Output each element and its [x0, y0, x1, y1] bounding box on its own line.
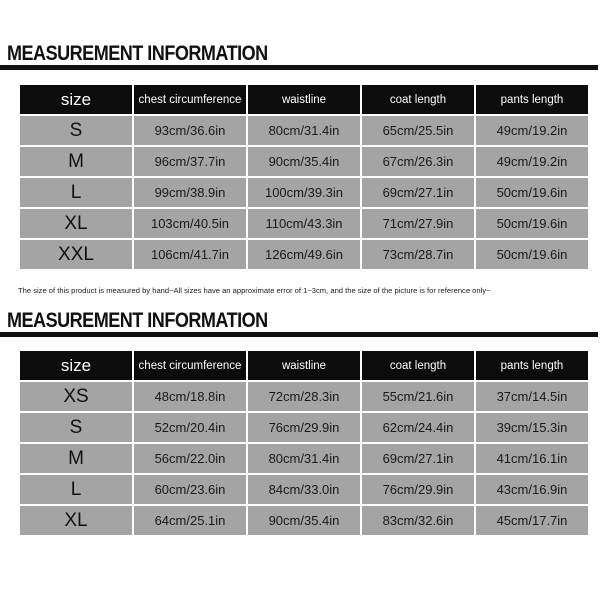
size-cell: M — [20, 444, 132, 473]
pants-length-cell: 41cm/16.1in — [476, 444, 588, 473]
section-heading — [0, 40, 600, 68]
coat-length-cell: 83cm/32.6in — [362, 506, 474, 535]
coat-length-cell: 55cm/21.6in — [362, 382, 474, 411]
pants-length-cell: 43cm/16.9in — [476, 475, 588, 504]
coat-length-cell: 65cm/25.5in — [362, 116, 474, 145]
coat-length-cell: 73cm/28.7in — [362, 240, 474, 269]
chest-cell: 96cm/37.7in — [134, 147, 246, 176]
header-pants-length: pants length — [476, 351, 588, 380]
waistline-cell: 72cm/28.3in — [248, 382, 360, 411]
pants-length-cell: 50cm/19.6in — [476, 178, 588, 207]
header-waistline: waistline — [248, 85, 360, 114]
size-cell: M — [20, 147, 132, 176]
size-cell: S — [20, 413, 132, 442]
size-cell: XS — [20, 382, 132, 411]
measurement-section-1 — [0, 40, 600, 265]
chest-cell: 99cm/38.9in — [134, 178, 246, 207]
size-cell: XL — [20, 209, 132, 238]
coat-length-cell: 69cm/27.1in — [362, 178, 474, 207]
chest-cell: 64cm/25.1in — [134, 506, 246, 535]
header-chest: chest circumference — [134, 85, 246, 114]
chest-cell: 48cm/18.8in — [134, 382, 246, 411]
title-underline — [0, 332, 598, 337]
waistline-cell: 90cm/35.4in — [248, 506, 360, 535]
header-chest: chest circumference — [134, 351, 246, 380]
pants-length-cell: 39cm/15.3in — [476, 413, 588, 442]
coat-length-cell: 62cm/24.4in — [362, 413, 474, 442]
chest-cell: 93cm/36.6in — [134, 116, 246, 145]
waistline-cell: 80cm/31.4in — [248, 444, 360, 473]
measurement-section-2 — [0, 307, 600, 531]
header-size: size — [20, 85, 132, 114]
waistline-cell: 126cm/49.6in — [248, 240, 360, 269]
title-underline — [0, 65, 598, 70]
pants-length-cell: 49cm/19.2in — [476, 147, 588, 176]
pants-length-cell: 45cm/17.7in — [476, 506, 588, 535]
header-pants-length: pants length — [476, 85, 588, 114]
pants-length-cell: 49cm/19.2in — [476, 116, 588, 145]
section-title: MEASUREMENT INFORMATION — [7, 42, 268, 65]
measurement-note: The size of this product is measured by hand~All sizes have an approximate error of 1~3cm, and the size of the picture is for reference only~ — [18, 286, 491, 295]
waistline-cell: 90cm/35.4in — [248, 147, 360, 176]
waistline-cell: 84cm/33.0in — [248, 475, 360, 504]
header-size: size — [20, 351, 132, 380]
pants-length-cell: 37cm/14.5in — [476, 382, 588, 411]
size-cell: L — [20, 475, 132, 504]
chest-cell: 52cm/20.4in — [134, 413, 246, 442]
size-table — [20, 85, 588, 269]
size-table — [20, 351, 588, 535]
chest-cell: 60cm/23.6in — [134, 475, 246, 504]
size-cell: XL — [20, 506, 132, 535]
coat-length-cell: 76cm/29.9in — [362, 475, 474, 504]
header-coat-length: coat length — [362, 85, 474, 114]
waistline-cell: 110cm/43.3in — [248, 209, 360, 238]
waistline-cell: 76cm/29.9in — [248, 413, 360, 442]
chest-cell: 56cm/22.0in — [134, 444, 246, 473]
chest-cell: 106cm/41.7in — [134, 240, 246, 269]
header-waistline: waistline — [248, 351, 360, 380]
pants-length-cell: 50cm/19.6in — [476, 209, 588, 238]
waistline-cell: 100cm/39.3in — [248, 178, 360, 207]
pants-length-cell: 50cm/19.6in — [476, 240, 588, 269]
coat-length-cell: 69cm/27.1in — [362, 444, 474, 473]
waistline-cell: 80cm/31.4in — [248, 116, 360, 145]
section-title: MEASUREMENT INFORMATION — [7, 309, 268, 332]
coat-length-cell: 67cm/26.3in — [362, 147, 474, 176]
coat-length-cell: 71cm/27.9in — [362, 209, 474, 238]
size-cell: S — [20, 116, 132, 145]
section-heading — [0, 307, 600, 335]
header-coat-length: coat length — [362, 351, 474, 380]
chest-cell: 103cm/40.5in — [134, 209, 246, 238]
size-cell: L — [20, 178, 132, 207]
size-cell: XXL — [20, 240, 132, 269]
